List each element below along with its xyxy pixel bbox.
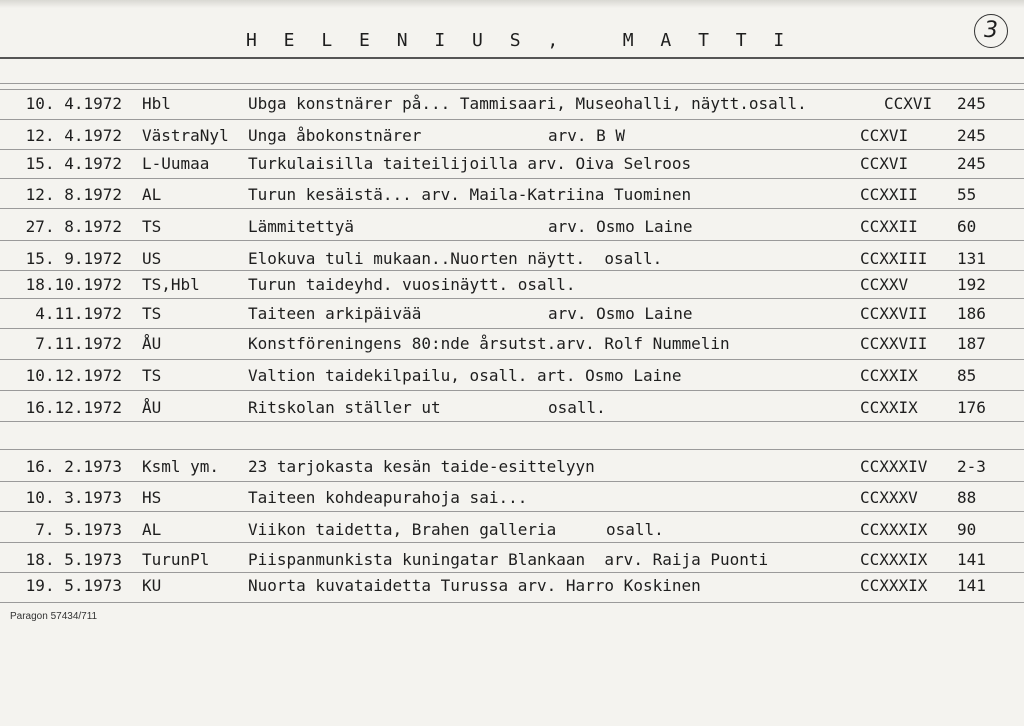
entry-page: 60 [957, 217, 977, 236]
rule [0, 390, 1024, 391]
entry-page: 88 [957, 488, 977, 507]
entry-title: Elokuva tuli mukaan..Nuorten näytt. osall. [248, 249, 663, 268]
rule [0, 328, 1024, 329]
entry-credit: arv. Osmo Laine [548, 217, 693, 236]
entry-volume: CCXXIX [860, 366, 918, 385]
entry-source: AL [142, 520, 162, 539]
entry-volume: CCXXXIX [860, 576, 928, 595]
rule [0, 89, 1024, 90]
entry-source: HS [142, 488, 162, 507]
entry-source: ÅU [142, 334, 162, 353]
rule [0, 602, 1024, 603]
heading-rule [0, 57, 1024, 59]
entry-credit: arv. Osmo Laine [548, 304, 693, 323]
entry-row [0, 92, 1024, 116]
entry-row [0, 574, 1024, 598]
entry-page: 2-3 [957, 457, 986, 476]
rule [0, 511, 1024, 512]
entry-page: 141 [957, 576, 986, 595]
entry-source: TS [142, 304, 162, 323]
entry-volume: CCXXII [860, 217, 918, 236]
entry-source: AL [142, 185, 162, 204]
entry-volume: CCXVI [860, 126, 909, 145]
rule [0, 449, 1024, 450]
entry-date: 18. 5.1973 [25, 550, 122, 569]
entry-volume: CCXVI [860, 154, 909, 173]
entry-page: 186 [957, 304, 986, 323]
entry-date: 19. 5.1973 [25, 576, 122, 595]
entry-title: Turkulaisilla taiteilijoilla arv. Oiva Selroos [248, 154, 692, 173]
entry-volume: CCXXXIX [860, 520, 928, 539]
entry-source: L-Uumaa [142, 154, 210, 173]
entry-source: ÅU [142, 398, 162, 417]
entry-title: Viikon taidetta, Brahen galleria [248, 520, 557, 539]
entry-credit: arv. B W [548, 126, 626, 145]
entry-page: 187 [957, 334, 986, 353]
entry-title: Valtion taidekilpailu, osall. art. Osmo Laine [248, 366, 682, 385]
entry-date: 12. 8.1972 [25, 185, 122, 204]
rule [0, 208, 1024, 209]
entry-page: 245 [957, 126, 986, 145]
entry-row [0, 302, 1024, 326]
entry-volume: CCXXXV [860, 488, 918, 507]
entry-source: KU [142, 576, 162, 595]
entry-volume: CCXXIII [860, 249, 928, 268]
entry-volume: CCXXXIV [860, 457, 928, 476]
rule [0, 481, 1024, 482]
entry-page: 90 [957, 520, 977, 539]
entry-row [0, 518, 1024, 542]
entry-date: 7.11.1972 [35, 334, 122, 353]
entry-row [0, 455, 1024, 479]
entry-date: 15. 4.1972 [25, 154, 122, 173]
rule [0, 119, 1024, 120]
entry-volume: CCXXXIX [860, 550, 928, 569]
entry-row [0, 548, 1024, 572]
entry-credit: osall. [606, 520, 664, 539]
entry-date: 10. 4.1972 [25, 94, 122, 113]
entry-source: Hbl [142, 94, 171, 113]
entry-page: 141 [957, 550, 986, 569]
entry-date: 16. 2.1973 [25, 457, 122, 476]
entry-source: TS [142, 366, 162, 385]
entry-page: 245 [957, 154, 986, 173]
entry-source: Ksml ym. [142, 457, 220, 476]
card-number: 3 [974, 14, 1008, 48]
entry-page: 131 [957, 249, 986, 268]
entry-title: Turun taideyhd. vuosinäytt. osall. [248, 275, 576, 294]
rule [0, 240, 1024, 241]
rule [0, 421, 1024, 422]
rule [0, 149, 1024, 150]
entry-date: 18.10.1972 [25, 275, 122, 294]
rule [0, 83, 1024, 84]
entry-page: 192 [957, 275, 986, 294]
entry-title: Taiteen kohdeapurahoja sai... [248, 488, 528, 507]
entry-row [0, 247, 1024, 271]
rule [0, 359, 1024, 360]
card-heading: H E L E N I U S , M A T T I [246, 30, 793, 51]
entry-volume: CCXXII [860, 185, 918, 204]
entry-volume: CCXXV [860, 275, 909, 294]
entry-row [0, 396, 1024, 420]
entry-source: TS [142, 217, 162, 236]
entry-source: TurunPl [142, 550, 210, 569]
entry-date: 15. 9.1972 [25, 249, 122, 268]
entry-title: Ritskolan ställer ut [248, 398, 441, 417]
entry-page: 55 [957, 185, 977, 204]
entry-date: 4.11.1972 [35, 304, 122, 323]
entry-source: TS,Hbl [142, 275, 200, 294]
rule [0, 298, 1024, 299]
entry-volume: CCXXIX [860, 398, 918, 417]
entry-row [0, 183, 1024, 207]
entry-source: US [142, 249, 162, 268]
entry-page: 85 [957, 366, 977, 385]
entry-title: Piispanmunkista kuningatar Blankaan arv. Raija Puonti [248, 550, 769, 569]
printer-imprint: Paragon 57434/711 [10, 611, 98, 622]
rule [0, 542, 1024, 543]
entry-page: 245 [957, 94, 986, 113]
entry-credit: osall. [548, 398, 606, 417]
entry-date: 10. 3.1973 [25, 488, 122, 507]
entry-date: 12. 4.1972 [25, 126, 122, 145]
entry-date: 7. 5.1973 [35, 520, 122, 539]
entry-title: Taiteen arkipäivää [248, 304, 422, 323]
card-top-edge [0, 0, 1024, 8]
entry-title: Unga åbokonstnärer [248, 126, 422, 145]
entry-date: 16.12.1972 [25, 398, 122, 417]
entry-row [0, 124, 1024, 148]
entry-source: VästraNyl [142, 126, 229, 145]
rule [0, 572, 1024, 573]
entry-row [0, 152, 1024, 176]
entry-row [0, 215, 1024, 239]
entry-title: Lämmitettyä [248, 217, 354, 236]
entry-volume: CCXXVII [860, 304, 928, 323]
entry-title: Turun kesäistä... arv. Maila-Katriina Tuominen [248, 185, 692, 204]
entry-date: 10.12.1972 [25, 366, 122, 385]
entry-title: Nuorta kuvataidetta Turussa arv. Harro Koskinen [248, 576, 701, 595]
entry-page: 176 [957, 398, 986, 417]
entry-row [0, 486, 1024, 510]
entry-volume: CCXXVII [860, 334, 928, 353]
entry-row [0, 273, 1024, 297]
entry-title: 23 tarjokasta kesän taide-esittelyyn [248, 457, 595, 476]
entry-date: 27. 8.1972 [25, 217, 122, 236]
entry-row [0, 364, 1024, 388]
entry-title: Ubga konstnärer på... Tammisaari, Museohalli, näytt.osall. [248, 94, 807, 113]
entry-volume: CCXVI [884, 94, 933, 113]
entry-row [0, 332, 1024, 356]
rule [0, 178, 1024, 179]
entry-title: Konstföreningens 80:nde årsutst.arv. Rolf Nummelin [248, 334, 730, 353]
